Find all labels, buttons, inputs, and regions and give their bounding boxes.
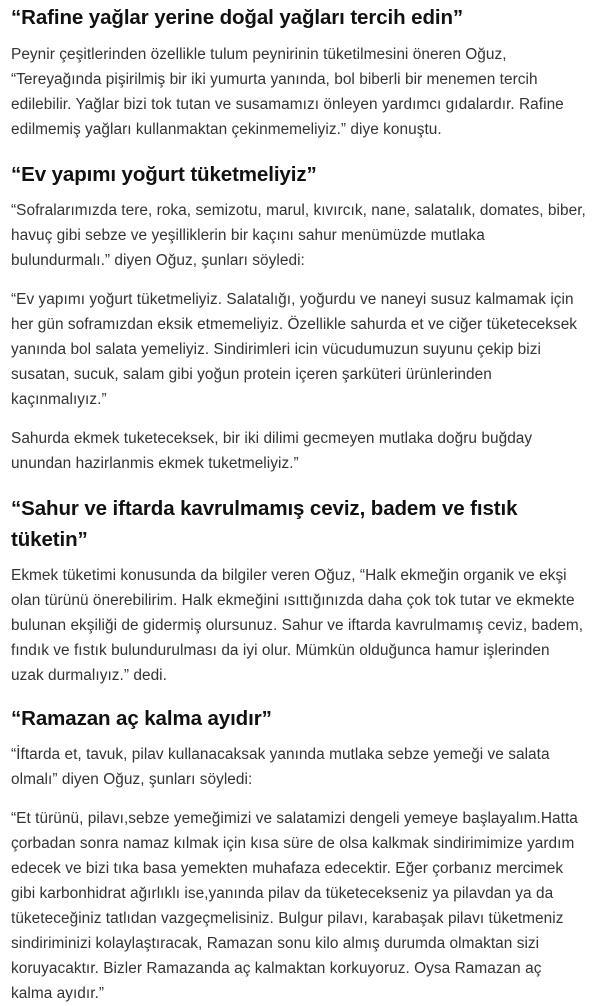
section-heading-ramadan-hunger: “Ramazan aç kalma ayıdır” bbox=[11, 707, 272, 730]
section-paragraph: “Sofralarımızda tere, roka, semizotu, marul, kıvırcık, nane, salatalık, domates, biber, havuç gibi sebze ve yeşilliklerin bir kaçını sahur menümüzde mutlaka bulundurmalı.” diyen Oğuz, şunları söyledi: bbox=[11, 202, 586, 269]
section-heading-homemade-yogurt: “Ev yapımı yoğurt tüketmeliyiz” bbox=[11, 163, 317, 186]
section-paragraph: “İftarda et, tavuk, pilav kullanacaksak yanında mutlaka sebze yemeği ve salata olmalı” diyen Oğuz, şunları söyledi: bbox=[11, 746, 550, 788]
section-paragraph: “Et türünü, pilavı,sebze yemeğimizi ve salatamizi dengeli yemeye başlayalım.Hatta çorbadan sonra namaz kılmak için kısa süre de olsa kalkmak sindirimimize yardım edecek ve bizi tıka basa yemekten muhafaza edecektir. Eğer çorbanız mercimek gibi karbonhidrat ağırlıklı ise,yanında pilav da tüketecekseniz ya pilavdan ya da tüketeceğiniz tatlıdan vazgeçmelisiniz. Bulgur pilavı, karabaşak pilavı tüketmeniz sindiriminizi kolaylaştıracak, Ramazan sonu kilo almış durumda olmaktan sizi koruyacaktır. Bizler Ramazanda aç kalmaktan korkuyoruz. Oysa Ramazan aç kalma ayıdır.” bbox=[11, 810, 578, 1002]
section-heading-refined-oils: “Rafine yağlar yerine doğal yağları tercih edin” bbox=[11, 6, 464, 29]
section-paragraph: Peynir çeşitlerinden özellikle tulum peynirinin tüketilmesini öneren Oğuz, “Tereyağında pişirilmiş bir iki yumurta yanında, bol biberli bir menemen tercih edilebilir. Yağlar bizi tok tutan ve susamamızı önleyen yardımcı gıdalardır. Rafine edilmemiş yağları kullanmaktan çekinmemeliyiz.” diye konuştu. bbox=[11, 46, 564, 138]
section-paragraph: Ekmek tüketimi konusunda da bilgiler veren Oğuz, “Halk ekmeğin organik ve ekşi olan türünü önerebilirim. Halk ekmeğini ısıttığınızda daha çok tok tutar ve ekmekte bulunan ekşiliği de gidermiş olursunuz. Sahur ve iftarda kavrulmamış ceviz, badem, fındık ve fıstık bulundurulması da iyi olur. Mümkün olduğunca hamur işlerinden uzak durmalıyız.” dedi. bbox=[11, 567, 584, 684]
section-paragraph: “Ev yapımı yoğurt tüketmeliyiz. Salatalığı, yoğurdu ve naneyi susuz kalmamak için her gün soframızdan eksik etmemeliyiz. Özellikle sahurda et ve ciğer tüketeceksek yanında bol salata yemeliyiz. Sindirimleri icin vücudumuzun suyunu çekip bizi susatan, sucuk, salam gibi yoğun protein içeren şarküteri ürünlerinden kaçınmalıyız.” bbox=[11, 291, 578, 408]
section-heading-nuts: “Sahur ve iftarda kavrulmamış ceviz, badem ve fıstık tüketin” bbox=[11, 497, 518, 551]
section-paragraph: Sahurda ekmek tuketeceksek, bir iki dilimi gecmeyen mutlaka doğru buğday unundan hazirlanmis ekmek tuketmeliyiz.” bbox=[11, 430, 533, 472]
